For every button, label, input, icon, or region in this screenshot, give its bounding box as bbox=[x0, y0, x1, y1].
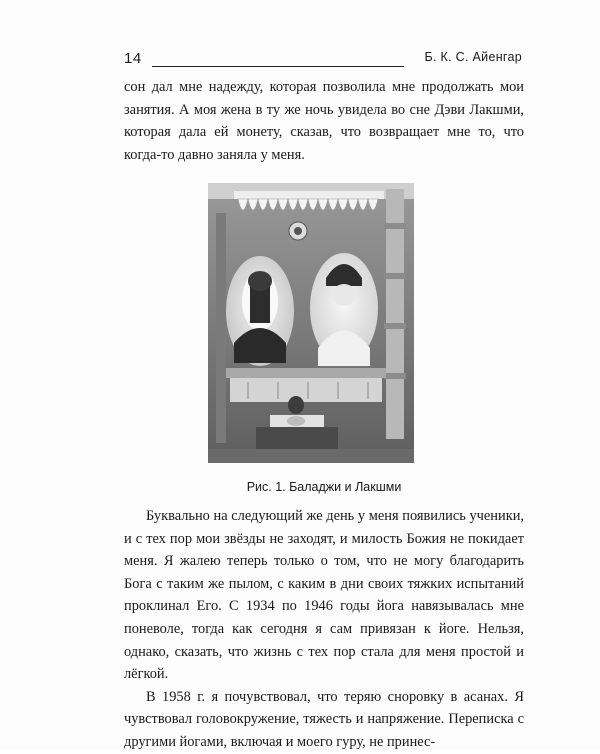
page-number: 14 bbox=[124, 50, 142, 67]
paragraph: В 1958 г. я почувствовал, что теряю сноровку в асанах. Я чувствовал головокружение, тяжесть и напряжение. Переписка с другими йогами, включая и моего гуру, не принес- bbox=[124, 688, 524, 750]
figure-caption: Рис. 1. Баладжи и Лакшми bbox=[246, 480, 402, 494]
body-text-bottom bbox=[124, 505, 524, 754]
shrine-photo bbox=[208, 183, 414, 463]
running-head: Б. К. С. Айенгар bbox=[424, 50, 522, 64]
header-rule bbox=[152, 66, 404, 67]
body-text-top bbox=[124, 76, 524, 166]
paragraph: сон дал мне надежду, которая позволила мне продолжать мои занятия. А моя жена в ту же ночь увидела во сне Дэви Лакшми, которая дала ей монету, сказав, что возвращает мне то, что когда-то давно заняла у меня. bbox=[124, 79, 524, 163]
paragraph: Буквально на следующий же день у меня появились ученики, и с тех пор мои звёзды не заходят, и милость Божия не покидает меня. Я жалею теперь только о том, что не могу благодарить Бога с таким же пылом, с каким в дни своих тяжких испытаний проклинал Его. С 1934 по 1946 годы йога навязывалась мне поневоле, тогда как сегодня я сам привязан к йоге. Нельзя, однако, сказать, что жизнь с тех пор стала для меня простой и лёгкой. bbox=[124, 508, 524, 683]
page-header bbox=[124, 50, 522, 72]
